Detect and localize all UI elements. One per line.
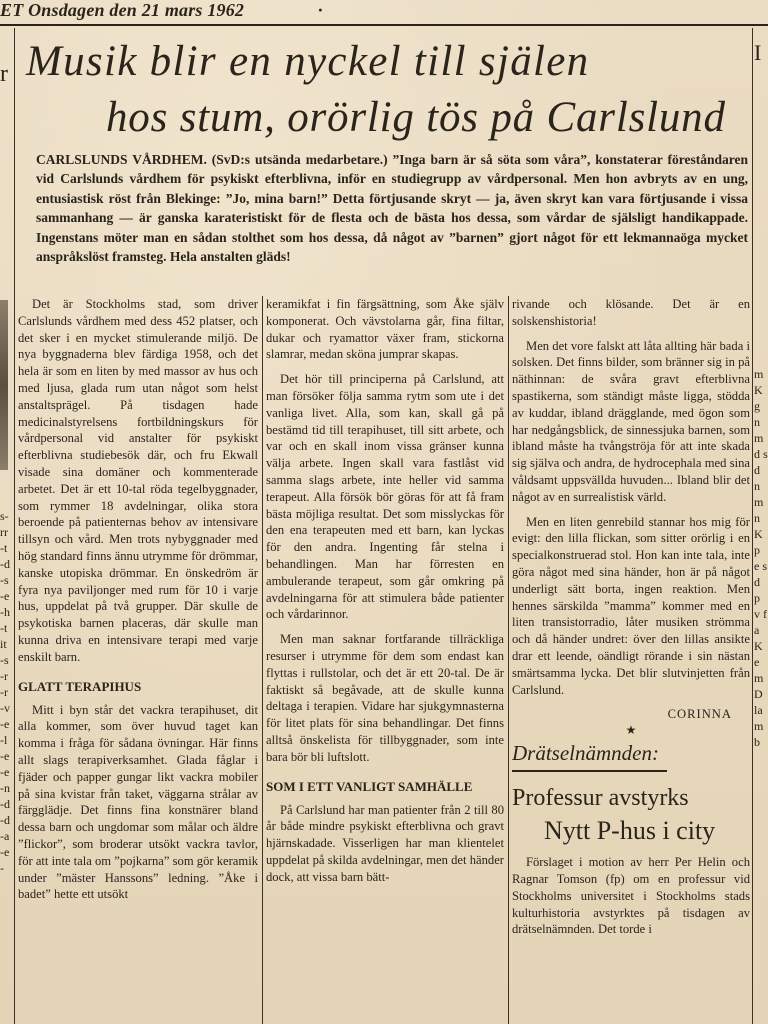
article-column-3	[512, 296, 750, 1024]
second-article-headline-2: Nytt P-hus i city	[544, 816, 716, 846]
column-rule-left	[14, 28, 15, 1024]
column-rule-1	[262, 296, 263, 1024]
adjacent-right-letter: I	[754, 40, 762, 65]
subheading: SOM I ETT VANLIGT SAMHÄLLE	[266, 778, 473, 794]
section-rule	[512, 770, 667, 772]
article-lead: CARLSLUNDS VÅRDHEM. (SvD:s utsända medarbetare.) ”Inga barn är så söta som våra”, konstaterar föreståndaren vid Carlslunds vårdhem för psykiskt efterblivna, inför en studiegrupp av vårdpersonal. Men hon avbryts av en ung, entusiastisk röst från Blekinge: ”Jo, mina barn!” Detta förtjusande skryt — ja, även skryt kan vara förtjusande i vissa sammanhang — är ganska karateristiskt för de flesta och de bästa hos dessa, som vårdar de själsligt handikappade. Ingenstans möter man en sådan stolthet som hos dessa, då något av ”barnen” gjort något för ett lekmannaöga mycket anspråkslöst framsteg. Hela anstalten gläds!	[36, 152, 748, 265]
adjacent-left-text: s-rr-t-d-s-e-h-tit-s-r-r-v-e-l-e-e-n-d-d-a-e-	[0, 509, 10, 875]
adjacent-column-right	[754, 40, 768, 750]
second-article-headline-1: Professur avstyrks	[512, 785, 689, 812]
article-column-1	[18, 296, 258, 1024]
headline-line-1: Musik blir en nyckel till själen	[26, 38, 590, 85]
paragraph: Det hör till principerna på Carlslund, att man försöker följa samma rytm som ute i det vanliga livet. Alla, som kan, skall gå på bestämd tid till terapihuset, till sitt arbete, och var och en skall inom vissa gränser kunna välja arbete. Ingen skall vara fastlåst vid samma slags arbete, inte heller vid samma terapeut. Alla försök bör göras för att få fram bästa möjliga resultat. Det som misslyckas för den ena terapeuten med ett barn, kan lyckas för den andra. Ingenting får stelna i behandlingen. Man har förresten en ambulerande terapeut, som går omkring på avdelningarna för att stimulera både patienter och vårdarinnor.	[266, 372, 504, 622]
paragraph: Förslaget i motion av herr Per Helin och Ragnar Tomson (fp) om en professur vid Stockholms universitet i Stockholms stads kulturhistoria avstyrktes på tisdagen av drätselnämnden. Det torde i	[512, 855, 750, 937]
column-rule-2	[508, 296, 509, 1024]
adjacent-column-left	[0, 60, 10, 876]
subheading: GLATT TERAPIHUS	[18, 678, 142, 694]
headline-line-2: hos stum, orörlig tös på Carlslund	[106, 94, 726, 141]
paragraph: Det är Stockholms stad, som driver Carlslunds vårdhem med dess 452 platser, och det sker i en mycket stimulerande miljö. De nya byggnaderna blev färdiga 1958, och det hela är som en liten by med massor av hus och med ljusa, glada rum utan något som helst anstaltsprägel. På tisdagen hade medicinalstyrelsens fortbildningskurs för vårdpersonal vid anstalter för psykiskt efterblivna studiebesök där, och fru Ekwall visade sina domäner och kommenterade arbetet. Det är ett 10-tal röda tegelbyggnader, som rymmer 18 avdelningar, olika stora beroende på patienternas behov av intensivare tillsyn och vård. Men trots nybyggnader med hög standard finns ännu utrymme för drömmar, kanske utopiska drömmar. En önskedröm är fyra nya paviljonger med rum för 10 i varje hus, uppdelat på två grupper. Där skulle de psykotiska barnen placeras, där skulle man kunna driva en intensivare terapi med varje enskilt barn.	[18, 297, 258, 664]
paragraph: Men man saknar fortfarande tillräckliga resurser i utrymme för dem som endast kan flyttas i rullstolar, och det är ett 20-tal. De är faktiskt så begåvade, att de skulle kunna deltaga i terapien. Vidare har sjukgymnasterna för litet plats för sina behandlingar. Det finns alltså önskelista för tillbyggnader, som inte bara bör bli luftslott.	[266, 632, 504, 764]
paragraph: Men det vore falskt att låta allting här bada i solsken. Det finns bilder, som bränner sig in på näthinnan: de svåra gravt efterblivna spastikerna, som ständigt måste ligga, stödda av kuddar, ibland drägglande, med ögon som har nedgångsblick, de sinnessjuka barnen, som ibland måste ha tvångströja för att inte skada sig själva och andra, de hydrocephala med sina våldsamt uppsvällda huvuden... Ibland blir det något av en surrealistisk värld.	[512, 338, 750, 504]
column-rule-right	[752, 28, 753, 1024]
paragraph: På Carlslund har man patienter från 2 till 80 år både mindre psykiskt efterblivna och gravt hjärnskadade. Visserligen har man klientelet uppdelat på skilda avdelningar, men det händer dock, att vissa barn bätt-	[266, 802, 504, 884]
running-head	[0, 0, 768, 24]
adjacent-right-text: m K g n m d s d n m n K p e s d p v fa K e m D la m b	[754, 367, 768, 749]
running-head-mark: ·	[318, 0, 323, 20]
running-head-text: ET Onsdagen den 21 mars 1962	[0, 0, 245, 20]
top-rule	[0, 24, 768, 26]
byline-signature: CORINNA	[667, 707, 732, 722]
adjacent-left-letter: r	[0, 61, 8, 87]
paragraph: rivande och klösande. Det är en solskenshistoria!	[512, 297, 750, 328]
section-heading: Drätselnämnden:	[512, 741, 659, 766]
separator-star: ★	[625, 723, 637, 738]
paragraph: Mitt i byn står det vackra terapihuset, dit alla kommer, som över huvud taget kan komma i fråga för sådana övningar. Här finns allt slags terapiverksamhet. Glada fåglar i fjäder och papper gungar likt vackra mobiler på sina kvistar från taket, väggarna strålar av färgglädje. Det finns fina konstnärer bland dessa barn och ungdomar som målar och äldre ”flickor”, som broderar utsökt vackra tavlor, för att inte tala om ”pojkarna” som gör keramik under ”mäster Hanssons” ledning. ”Åke i badet” hette ett utsökt	[18, 702, 258, 902]
article-headline	[26, 34, 756, 146]
paragraph: keramikfat i fin färgsättning, som Åke själv komponerat. Och vävstolarna går, fina filtar, dukar och ryamattor växer fram, stickorna slamrar, medan sköna jumprar skapas.	[266, 297, 504, 362]
paragraph: Men en liten genrebild stannar hos mig för evigt: den lilla flickan, som sitter orörlig i en specialkonstruerad stol. Hon kan inte tala, inte göra något med sina händer, hon är på något underligt sätt borta, ingen reaktion. Men hennes särskilda ”mamma” kommer med en liten transistorradio, låter musiken strömma och då händer undret: över den lillas ansikte drar ett leende, oändligt rörande i sin nästan smärtsamma lycka. Det blir slutvinjetten från Carlslund.	[512, 514, 750, 697]
article-column-2	[266, 296, 504, 1024]
